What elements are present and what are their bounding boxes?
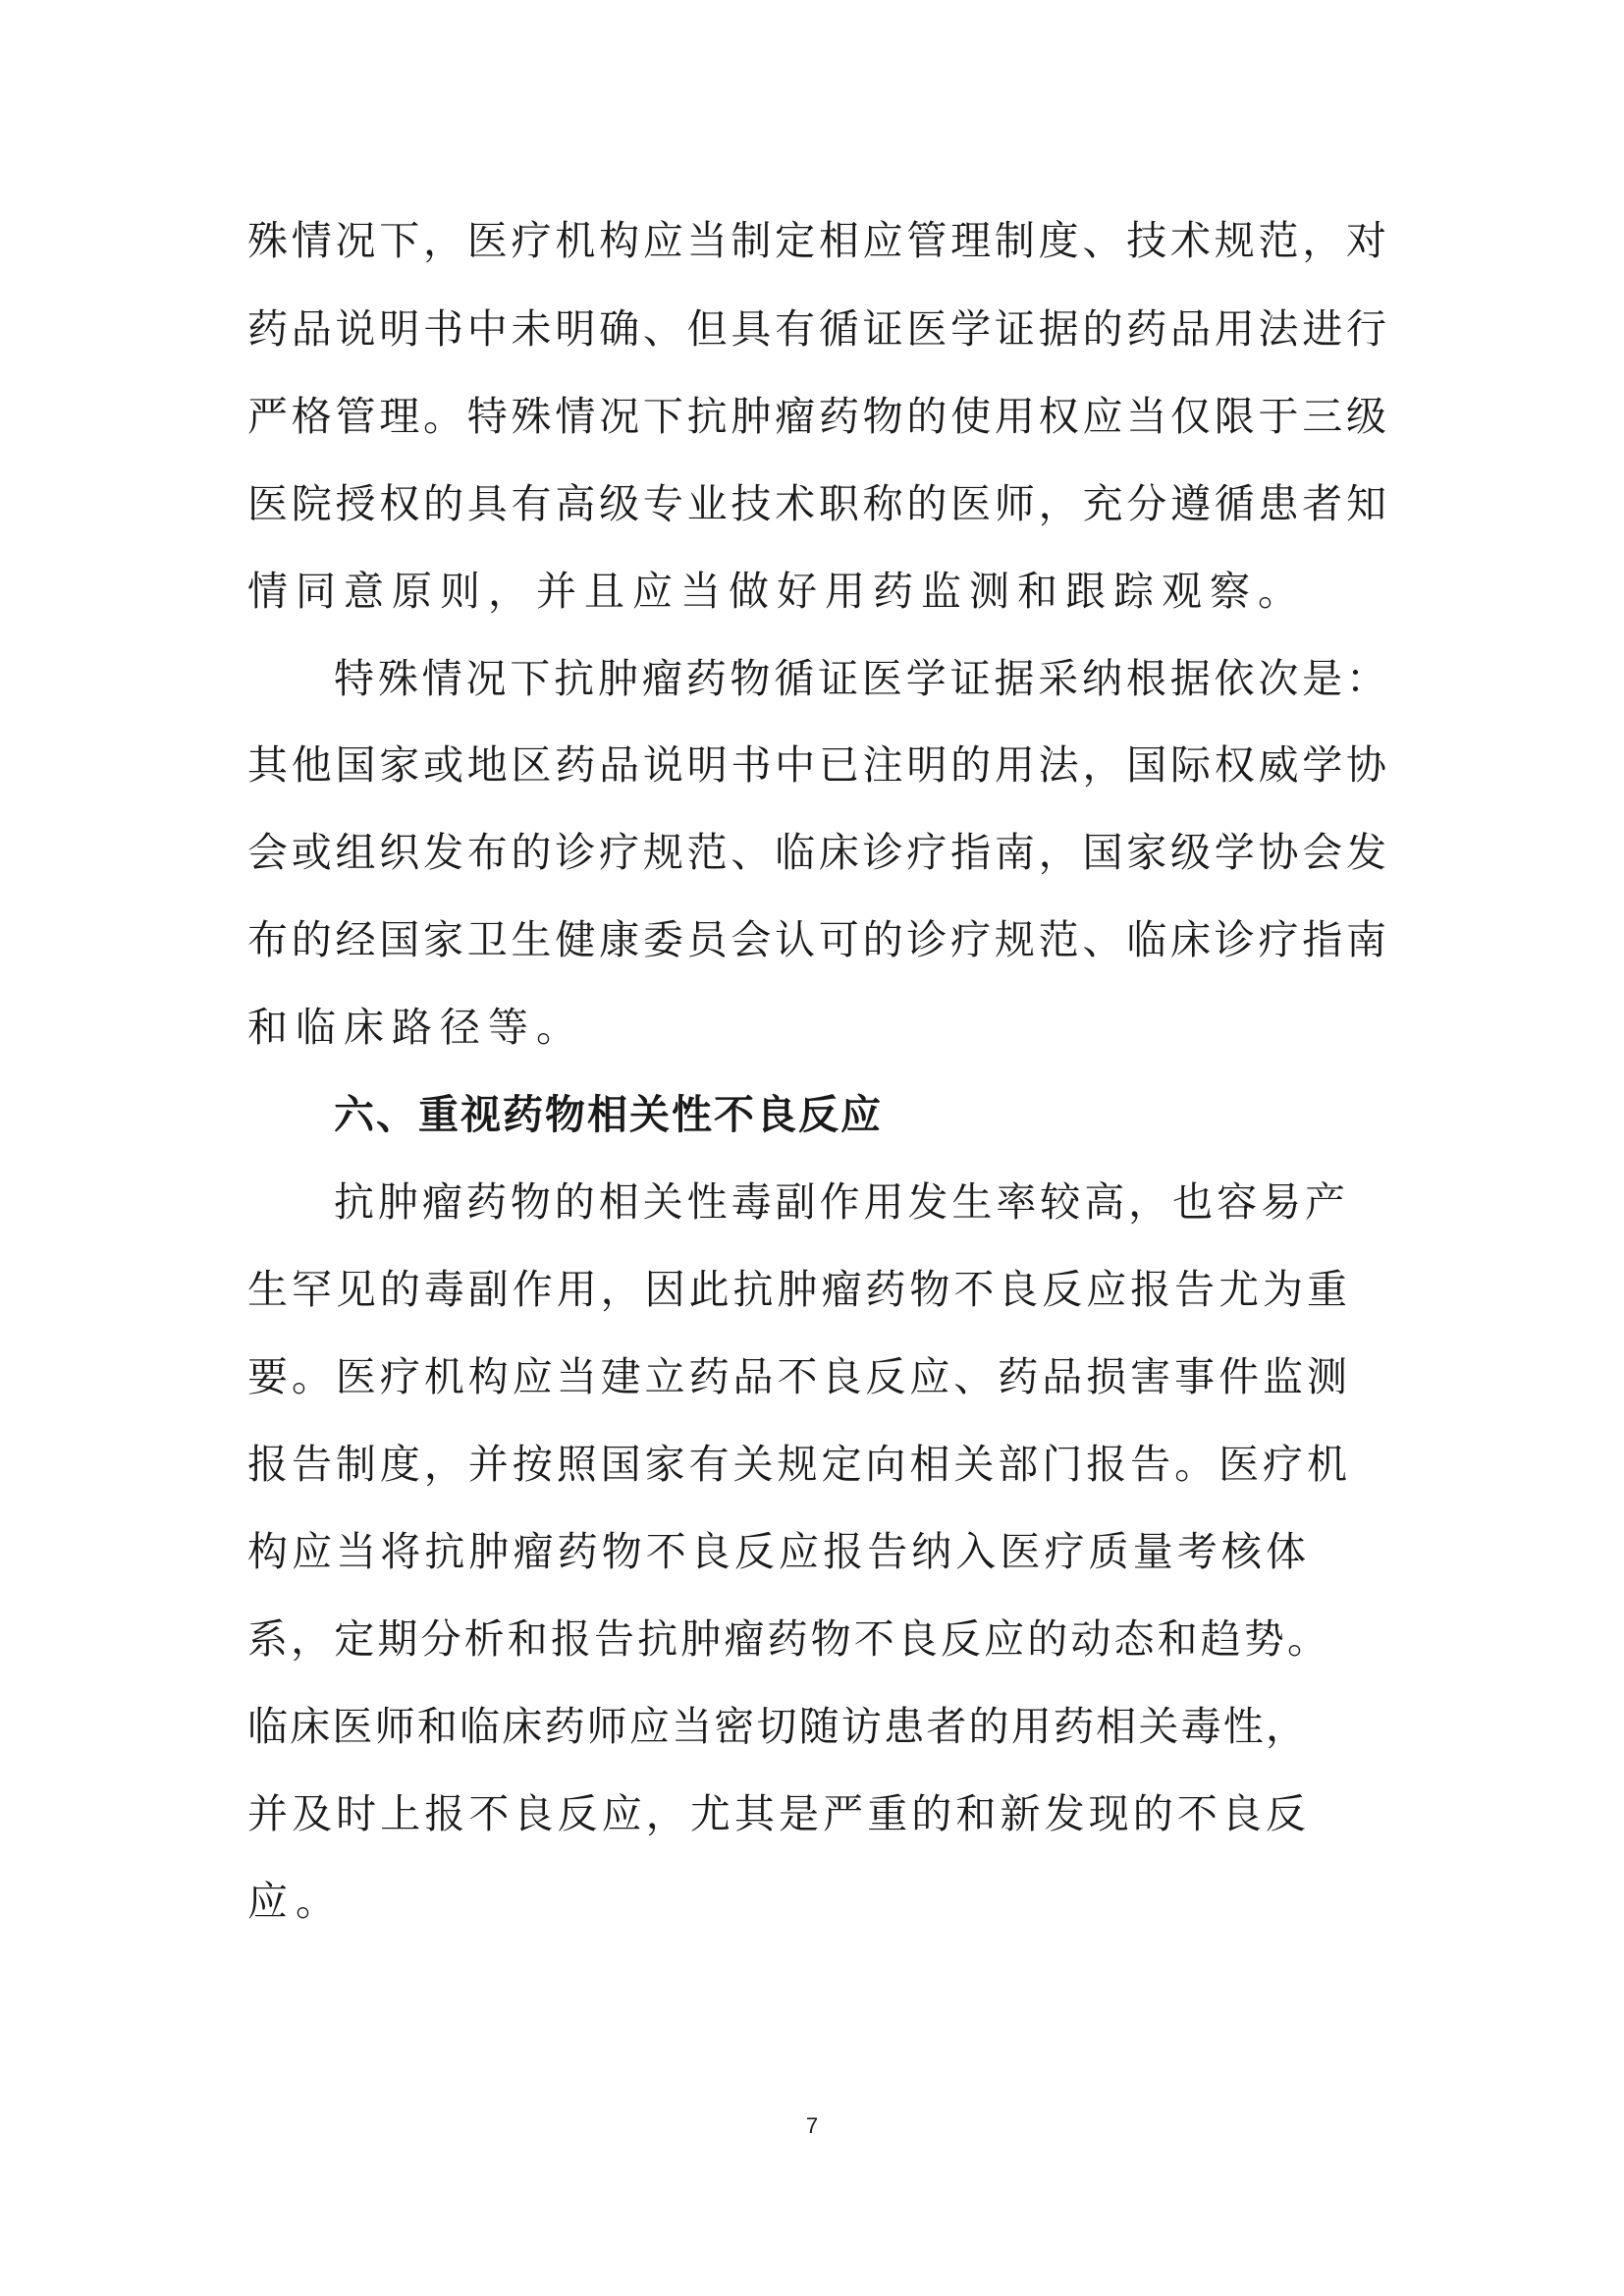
paragraph-3-line-5: 构应当将抗肿瘤药物不良反应报告纳入医疗质量考核体 [247,1528,1306,1575]
section-heading: 六、重视药物相关性不良反应 [334,1091,883,1138]
paragraph-2-line-4: 布的经国家卫生健康委员会认可的诊疗规范、临床诊疗指南 [247,916,1386,963]
paragraph-3-line-9: 应。 [247,1878,344,1925]
paragraph-2-line-1: 特殊情况下抗肿瘤药物循证医学证据采纳根据依次是： [334,655,1386,702]
paragraph-3-line-3: 要。医疗机构应当建立药品不良反应、药品损害事件监测 [247,1353,1347,1400]
paragraph-3-line-6: 系，定期分析和报告抗肿瘤药物不良反应的动态和趋势。 [247,1615,1327,1663]
paragraph-2-line-3: 会或组织发布的诊疗规范、临床诊疗指南，国家级学协会发 [247,829,1386,876]
page-number: 7 [805,2113,819,2138]
paragraph-2-line-5: 和临床路径等。 [247,1004,584,1051]
paragraph-3-line-1: 抗肿瘤药物的相关性毒副作用发生率较高，也容易产 [334,1178,1345,1226]
paragraph-3-line-2: 生罕见的毒副作用，因此抗肿瘤药物不良反应报告尤为重 [247,1266,1347,1313]
paragraph-1-line-2: 药品说明书中未明确、但具有循证医学证据的药品用法进行 [247,305,1386,353]
paragraph-1-line-3: 严格管理。特殊情况下抗肿瘤药物的使用权应当仅限于三级 [247,393,1386,440]
paragraph-3-line-4: 报告制度，并按照国家有关规定向相关部门报告。医疗机 [247,1441,1347,1488]
paragraph-3-line-8: 并及时上报不良反应，尤其是严重的和新发现的不良反 [247,1790,1306,1837]
paragraph-2-line-2: 其他国家或地区药品说明书中已注明的用法，国际权威学协 [247,741,1386,789]
paragraph-1-line-5: 情同意原则，并且应当做好用药监测和跟踪观察。 [247,568,1306,615]
paragraph-1-line-1: 殊情况下，医疗机构应当制定相应管理制度、技术规范，对 [247,217,1386,264]
paragraph-3-line-7: 临床医师和临床药师应当密切随访患者的用药相关毒性， [247,1703,1306,1750]
paragraph-1-line-4: 医院授权的具有高级专业技术职称的医师，充分遵循患者知 [247,480,1386,527]
